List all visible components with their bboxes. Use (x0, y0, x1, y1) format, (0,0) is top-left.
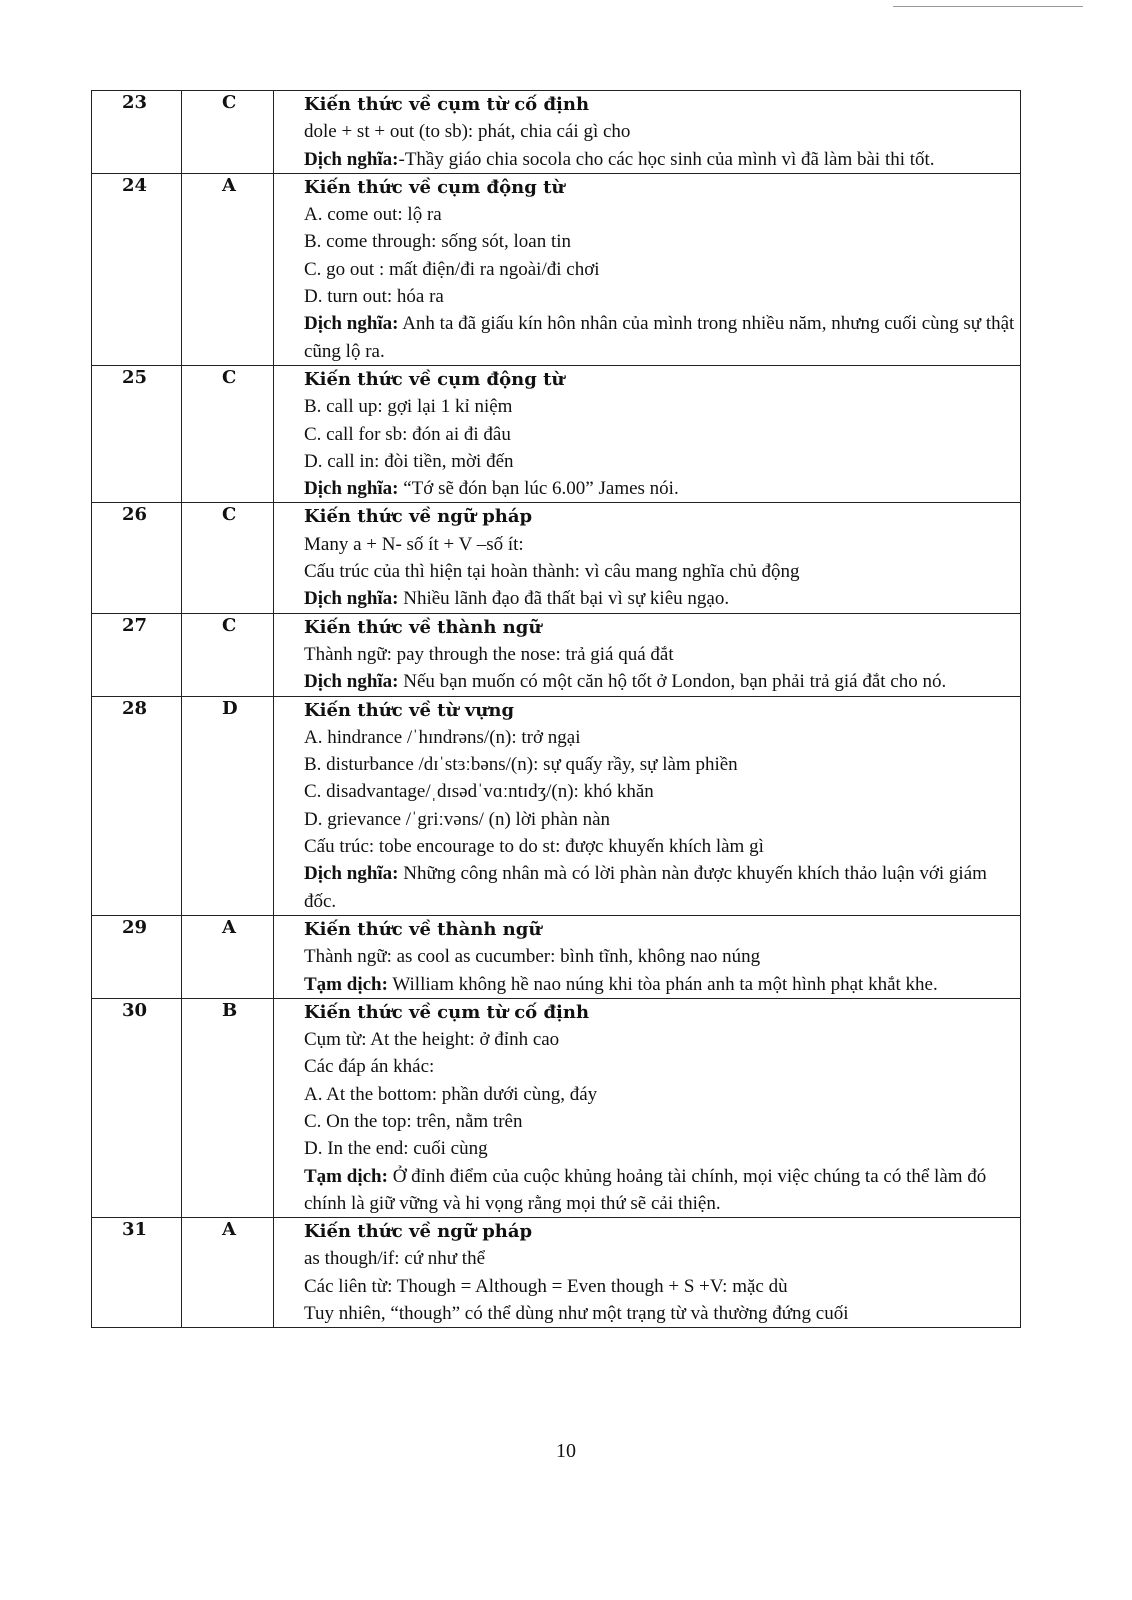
table-row (92, 1218, 1021, 1328)
explanation-line: A. come out: lộ ra (304, 204, 442, 226)
table-row (92, 365, 1021, 502)
explanation-line: Thành ngữ: as cool as cucumber: bình tĩnh, không nao núng (304, 946, 761, 968)
explanation-line: C. disadvantage/ˌdɪsədˈvɑːntɪdʒ/(n): khó khăn (304, 781, 654, 803)
explanation-heading: Kiến thức về từ vựng (304, 699, 515, 721)
explanation-cell (274, 503, 1021, 613)
translation-text: Anh ta đã giấu kín hôn nhân của mình trong nhiều năm, nhưng cuối cùng sự thật cũng lộ ra. (304, 313, 1015, 362)
explanation-line: C. call for sb: đón ai đi đâu (304, 423, 511, 445)
explanation-line: C. On the top: trên, nằm trên (304, 1110, 523, 1132)
explanation-line: C. go out : mất điện/đi ra ngoài/đi chơi (304, 258, 600, 280)
translation (304, 475, 1016, 502)
question-number: 31 (92, 1218, 182, 1328)
translation-label: Dịch nghĩa: (304, 671, 399, 693)
explanation-cell (274, 1218, 1021, 1328)
explanation-line: Cụm từ: At the height: ở đỉnh cao (304, 1029, 560, 1051)
explanation-cell (274, 91, 1021, 174)
explanation-line: B. come through: sống sót, loan tin (304, 231, 572, 253)
table-row (92, 173, 1021, 365)
explanation-cell (274, 696, 1021, 915)
question-number: 30 (92, 998, 182, 1217)
translation-text: Nhiều lãnh đạo đã thất bại vì sự kiêu ngạo. (398, 588, 730, 610)
explanation-line: D. call in: đòi tiền, mời đến (304, 450, 514, 472)
translation-label: Dịch nghĩa: (304, 313, 399, 335)
translation (304, 1163, 1016, 1218)
page-number: 10 (556, 1440, 576, 1462)
answer-letter: C (182, 91, 274, 174)
explanation-heading: Kiến thức về ngữ pháp (304, 506, 533, 528)
explanation-heading: Kiến thức về thành ngữ (304, 918, 542, 940)
translation-text: William không hề nao núng khi tòa phán anh ta một hình phạt khắt khe. (387, 973, 938, 995)
question-number: 26 (92, 503, 182, 613)
answer-key-table (91, 90, 1021, 1328)
explanation-heading: Kiến thức về cụm từ cố định (304, 1001, 590, 1023)
translation-text: Ở đỉnh điểm của cuộc khủng hoảng tài chính, mọi việc chúng ta có thể làm đó chính là giữ vững và hi vọng rằng mọi thứ sẽ cải thiện. (304, 1165, 987, 1214)
answer-letter: C (182, 365, 274, 502)
translation-label: Tạm dịch: (304, 973, 388, 995)
translation-text: -Thầy giáo chia socola cho các học sinh của mình vì đã làm bài thi tốt. (398, 148, 935, 170)
explanation-line: Cấu trúc của thì hiện tại hoàn thành: vì câu mang nghĩa chủ động (304, 561, 800, 583)
explanation-line: Cấu trúc: tobe encourage to do st: được khuyến khích làm gì (304, 836, 764, 858)
explanation-cell (274, 173, 1021, 365)
answer-letter: B (182, 998, 274, 1217)
answer-letter: A (182, 915, 274, 998)
translation (304, 971, 1016, 998)
table-row (92, 613, 1021, 696)
explanation-line: Các liên từ: Though = Although = Even though + S +V: mặc dù (304, 1275, 788, 1297)
question-number: 24 (92, 173, 182, 365)
translation (304, 146, 1016, 173)
answer-letter: A (182, 1218, 274, 1328)
question-number: 28 (92, 696, 182, 915)
explanation-cell (274, 998, 1021, 1217)
explanation-heading: Kiến thức về thành ngữ (304, 616, 542, 638)
answer-key-body (92, 91, 1021, 1328)
question-number: 25 (92, 365, 182, 502)
answer-letter: A (182, 173, 274, 365)
translation-text: “Tớ sẽ đón bạn lúc 6.00” James nói. (398, 478, 679, 500)
explanation-line: D. grievance /ˈgriːvəns/ (n) lời phàn nàn (304, 808, 611, 830)
table-row (92, 503, 1021, 613)
explanation-line: Many a + N- số ít + V –số ít: (304, 533, 524, 555)
explanation-line: B. disturbance /dɪˈstɜːbəns/(n): sự quấy rầy, sự làm phiền (304, 754, 738, 776)
table-row (92, 696, 1021, 915)
explanation-heading: Kiến thức về cụm động từ (304, 176, 565, 198)
question-number: 23 (92, 91, 182, 174)
explanation-heading: Kiến thức về cụm từ cố định (304, 94, 590, 115)
table-row (92, 91, 1021, 174)
explanation-line: A. At the bottom: phần dưới cùng, đáy (304, 1083, 598, 1105)
translation (304, 668, 1016, 695)
translation (304, 310, 1016, 365)
table-row (92, 998, 1021, 1217)
table-row (92, 915, 1021, 998)
question-number: 29 (92, 915, 182, 998)
explanation-line: Các đáp án khác: (304, 1056, 435, 1078)
explanation-line: D. turn out: hóa ra (304, 286, 444, 308)
translation-text: Nếu bạn muốn có một căn hộ tốt ở London, bạn phải trả giá đắt cho nó. (398, 671, 947, 693)
translation-text: Những công nhân mà có lời phàn nàn được khuyến khích thảo luận với giám đốc. (304, 863, 987, 912)
explanation-line: A. hindrance /ˈhɪndrəns/(n): trở ngại (304, 726, 581, 748)
explanation-line: as though/if: cứ như thể (304, 1248, 486, 1270)
translation-label: Dịch nghĩa: (304, 148, 399, 170)
translation-label: Dịch nghĩa: (304, 588, 399, 610)
explanation-heading: Kiến thức về ngữ pháp (304, 1221, 533, 1243)
explanation-line: B. call up: gợi lại 1 kỉ niệm (304, 396, 513, 418)
header-rule (893, 6, 1083, 7)
explanation-heading: Kiến thức về cụm động từ (304, 368, 565, 390)
answer-letter: C (182, 613, 274, 696)
explanation-cell (274, 365, 1021, 502)
answer-letter: C (182, 503, 274, 613)
explanation-cell (274, 915, 1021, 998)
explanation-line: dole + st + out (to sb): phát, chia cái gì cho (304, 121, 631, 143)
explanation-line: D. In the end: cuối cùng (304, 1138, 488, 1160)
answer-letter: D (182, 696, 274, 915)
translation-label: Tạm dịch: (304, 1165, 388, 1187)
question-number: 27 (92, 613, 182, 696)
translation-label: Dịch nghĩa: (304, 478, 399, 500)
explanation-line: Tuy nhiên, “though” có thể dùng như một trạng từ và thường đứng cuối (304, 1303, 849, 1325)
translation-label: Dịch nghĩa: (304, 863, 399, 885)
translation (304, 585, 1016, 612)
explanation-line: Thành ngữ: pay through the nose: trả giá quá đắt (304, 643, 674, 665)
translation (304, 860, 1016, 915)
explanation-cell (274, 613, 1021, 696)
